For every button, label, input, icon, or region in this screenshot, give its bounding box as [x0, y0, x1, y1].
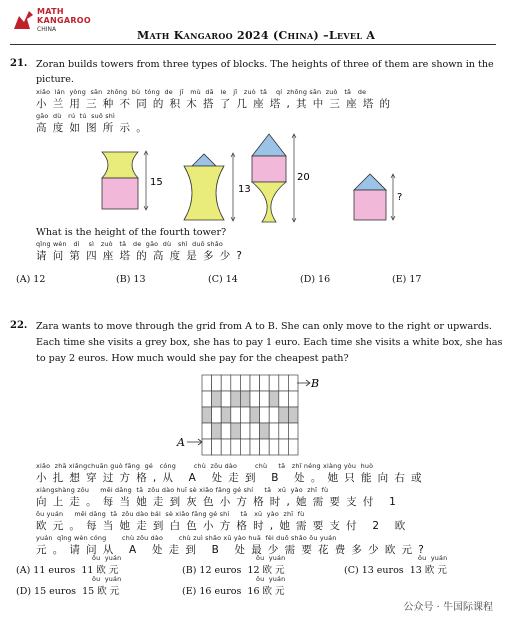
math-kangaroo-logo: [10, 5, 90, 41]
q22-text-line2: Each time she visits a grey box, she has to pay 1 euro. Each time she visits a white box, she has: [36, 337, 503, 348]
q22-option-e-pinyin: ōu yuán: [256, 575, 286, 583]
q22-option-d[interactable]: [16, 583, 119, 597]
grid-cell: [288, 407, 298, 423]
grid-cell: [240, 423, 250, 439]
grid-cell: [202, 391, 212, 407]
grid-cell: [231, 391, 241, 407]
grid-label-b: B: [311, 377, 320, 390]
q22-option-c-zh: 13 欧 元: [409, 565, 447, 576]
q22-option-c[interactable]: [344, 562, 447, 576]
q22-text-line3: to pay 2 euros. How much would she pay for the cheapest path?: [36, 353, 349, 364]
q22-option-a-pinyin: ōu yuán: [92, 554, 122, 562]
q21-chinese-line3: 请问第四座塔的高度是多少?: [36, 250, 249, 262]
grid-cell: [260, 375, 270, 391]
grid-cell: [221, 423, 231, 439]
grid-cell: [279, 391, 289, 407]
grid-cell: [288, 391, 298, 407]
q22-option-a-label: (A) 11 euros: [16, 565, 76, 576]
grid-cell: [269, 439, 279, 455]
q22-option-b[interactable]: [182, 562, 285, 576]
grid-cell: [212, 439, 222, 455]
watermark: 公众号 · 牛国际课程: [403, 602, 493, 613]
grid-cell: [288, 423, 298, 439]
grid-cell: [269, 391, 279, 407]
path-grid-figure: [175, 371, 335, 461]
grid-cell: [279, 423, 289, 439]
q21-text-line1: Zoran builds towers from three types of blocks. The heights of three of them are shown in the: [36, 59, 494, 70]
grid-cell: [260, 439, 270, 455]
q21-pinyin-line1: xiǎo lán yòng sān zhǒng bù tóng de jī mù dā le jǐ zuò tǎ qí zhōng sān zuò tǎ de: [36, 88, 367, 96]
grid-cell: [221, 407, 231, 423]
kangaroo-icon: [10, 7, 36, 33]
q21-pinyin-line2: gāo dù rú tú suǒ shì: [36, 112, 115, 120]
grid-cell: [231, 439, 241, 455]
grid-cell: [240, 407, 250, 423]
q22-option-a-zh: 11 欧 元: [81, 565, 119, 576]
grid-cell: [221, 375, 231, 391]
grid-cell: [260, 391, 270, 407]
q22-pinyin-line4: yuán qǐng wèn cóng chù zǒu dào chù zuì shǎo xū yào huā fèi duō shǎo ōu yuán: [36, 534, 337, 542]
header-divider: [10, 44, 496, 45]
grid-cell: [212, 375, 222, 391]
grid-cell: [269, 423, 279, 439]
q22-option-d-zh: 15 欧 元: [82, 586, 120, 597]
grid-cell: [202, 407, 212, 423]
grid-cell: [250, 423, 260, 439]
page-title: Math Kangaroo 2024 (China) –Level A: [137, 29, 376, 42]
q21-option-a[interactable]: (A) 12: [16, 274, 46, 285]
q22-chinese-line3: 欧元。每当她走到白色小方格时,她需要支付 2 欧: [36, 520, 412, 532]
q22-pinyin-line2: xiàngshàng zǒu měi dāng tā zǒu dào huī sè xiǎo fāng gé shí tā xū yào zhī fù: [36, 486, 329, 494]
tower-3-height: 20: [297, 172, 310, 183]
grid-cell: [288, 375, 298, 391]
question-21-number: 21.: [10, 58, 28, 69]
q22-option-e-label: (E) 16 euros: [182, 586, 242, 597]
q21-chinese-line2: 高度如图所示。: [36, 122, 153, 134]
q22-chinese-line2: 向上走。每当她走到灰色小方格时,她需要支付 1: [36, 496, 402, 508]
grid-cell: [240, 375, 250, 391]
grid-cell: [279, 439, 289, 455]
tower-2: [184, 153, 251, 221]
q22-option-e[interactable]: [182, 583, 285, 597]
q22-option-c-pinyin: ōu yuán: [418, 554, 448, 562]
grid-cell: [250, 391, 260, 407]
q22-option-b-zh: 12 欧 元: [247, 565, 285, 576]
q22-option-e-zh: 16 欧 元: [247, 586, 285, 597]
grid-label-a: A: [177, 436, 185, 449]
grid-cell: [212, 391, 222, 407]
q21-option-c[interactable]: (C) 14: [208, 274, 238, 285]
tower-1-height: 15: [150, 177, 163, 188]
q22-chinese-line4: 元。请问从 A 处走到 B 处最少需要花费多少欧元?: [36, 544, 431, 556]
logo-text-kangaroo: KANGAROO: [37, 16, 92, 25]
grid-cell: [202, 423, 212, 439]
grid-cell: [202, 375, 212, 391]
grid-cell: [212, 407, 222, 423]
grid-cell: [231, 375, 241, 391]
tower-1: [102, 151, 163, 210]
grid-cell: [260, 407, 270, 423]
tower-3: [252, 134, 310, 222]
grid-cell: [212, 423, 222, 439]
q21-question: What is the height of the fourth tower?: [36, 227, 227, 238]
q21-pinyin-line3: qǐng wèn dì sì zuò tǎ de gāo dù shì duō shǎo: [36, 240, 224, 248]
q22-option-d-label: (D) 15 euros: [16, 586, 77, 597]
grid-cell: [202, 439, 212, 455]
q21-text-line2: picture.: [36, 74, 74, 85]
q21-chinese-line1: 小兰用三种不同的积木搭了几座塔,其中三座塔的: [36, 98, 397, 110]
q22-chinese-line1: 小扎想穿过方格,从 A 处走到 B 处。她只能向右或: [36, 472, 428, 484]
q22-text-line1: Zara wants to move through the grid from A to B. She can only move to the right or upwards.: [36, 321, 492, 332]
q21-option-b[interactable]: (B) 13: [116, 274, 146, 285]
grid-cell: [221, 439, 231, 455]
grid-cell: [288, 439, 298, 455]
grid-cell: [250, 439, 260, 455]
grid-cell: [240, 439, 250, 455]
q22-pinyin-line1: xiǎo zhā xiǎngchuān guò fāng gé cóng chù zǒu dào chù tā zhǐ néng xiàng yòu huò: [36, 462, 374, 470]
grid-cell: [279, 407, 289, 423]
logo-text-china: CHINA: [37, 26, 57, 33]
q22-option-c-label: (C) 13 euros: [344, 565, 404, 576]
grid-cells: [202, 375, 298, 455]
grid-cell: [231, 407, 241, 423]
logo-text-math: MATH: [37, 7, 64, 16]
grid-cell: [240, 391, 250, 407]
q21-option-d[interactable]: (D) 16: [300, 274, 331, 285]
grid-cell: [260, 423, 270, 439]
grid-cell: [250, 375, 260, 391]
q22-option-b-pinyin: ōu yuán: [256, 554, 286, 562]
grid-cell: [250, 407, 260, 423]
tower-4: [354, 174, 402, 220]
q22-pinyin-line3: ōu yuán měi dāng tā zǒu dào bái sè xiǎo fāng gé shí tā xū yào zhī fù: [36, 510, 305, 518]
q22-option-d-pinyin: ōu yuán: [92, 575, 122, 583]
grid-cell: [279, 375, 289, 391]
grid-cell: [231, 423, 241, 439]
grid-cell: [269, 375, 279, 391]
tower-4-height: ?: [397, 192, 403, 203]
grid-cell: [269, 407, 279, 423]
q21-option-e[interactable]: (E) 17: [392, 274, 422, 285]
grid-cell: [221, 391, 231, 407]
towers-figure: [90, 130, 420, 230]
tower-2-height: 13: [238, 184, 251, 195]
q22-option-b-label: (B) 12 euros: [182, 565, 242, 576]
question-22-number: 22.: [10, 320, 28, 331]
q22-option-a[interactable]: [16, 562, 118, 576]
